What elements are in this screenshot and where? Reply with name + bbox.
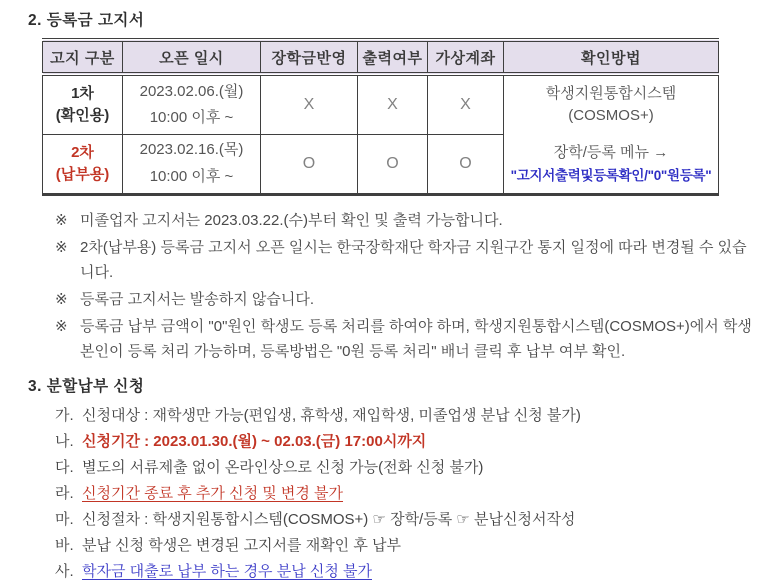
header-virtual-account: 가상계좌 (428, 40, 504, 74)
cell-scholarship-second: O (261, 134, 358, 194)
cell-confirm-method (504, 74, 719, 194)
item-text-online: 별도의 서류제출 없이 온라인상으로 신청 가능(전화 신청 불가) (82, 458, 484, 476)
category-line: (확인용) (55, 106, 110, 124)
header-notice-category: 고지 구분 (43, 40, 123, 74)
item-label: 나. (55, 432, 74, 450)
open-date-line: 2023.02.06.(월) (139, 82, 244, 100)
header-open-datetime: 오픈 일시 (123, 40, 261, 74)
list-item-ga (55, 403, 755, 428)
note-text: 미졸업자 고지서는 2023.03.22.(수)부터 확인 및 출력 가능합니다. (80, 211, 503, 229)
item-text-loan-restriction: 학자금 대출로 납부 하는 경우 분납 신청 불가 (82, 562, 372, 580)
header-confirm-method: 확인방법 (504, 40, 719, 74)
open-time-line: 10:00 이후 ~ (149, 167, 234, 185)
method-system-line: (COSMOS+) (568, 106, 654, 124)
note-marker: ※ (55, 238, 68, 256)
method-menu-path: "고지서출력및등록확인/"0"원등록" (510, 168, 712, 184)
method-gap (506, 126, 716, 142)
installment-items-list (55, 403, 755, 584)
open-time-line: 10:00 이후 ~ (149, 108, 234, 126)
cell-open-datetime-second (123, 134, 261, 194)
note-item (55, 287, 755, 312)
section-installment-application (28, 374, 747, 584)
cell-open-datetime-first (123, 74, 261, 134)
item-label: 바. (55, 536, 74, 554)
category-line: 1차 (71, 85, 94, 102)
item-label: 다. (55, 458, 74, 476)
note-text: 등록금 고지서는 발송하지 않습니다. (80, 290, 315, 308)
item-label: 사. (55, 562, 74, 580)
list-item-ra (55, 481, 755, 506)
note-item (55, 235, 755, 285)
note-text: 2차(납부용) 등록금 고지서 오픈 일시는 한국장학재단 학자금 지원구간 통지 일정에 따라 변경될 수 있습니다. (80, 238, 747, 281)
item-text-no-change: 신청기간 종료 후 추가 신청 및 변경 불가 (82, 484, 344, 502)
item-label: 가. (55, 406, 74, 424)
cell-scholarship-first: X (261, 74, 358, 134)
method-menu-line: 장학/등록 메뉴 → (553, 144, 669, 162)
cell-category-second (43, 134, 123, 194)
cell-printable-first: X (358, 74, 428, 134)
note-item (55, 208, 755, 233)
table-row-first-notice (43, 74, 719, 134)
list-item-sa (55, 559, 755, 584)
item-label: 마. (55, 510, 74, 528)
open-date-line: 2023.02.16.(목) (139, 141, 244, 159)
item-text-period: 신청기간 : 2023.01.30.(월) ~ 02.03.(금) 17:00시까지 (82, 432, 427, 450)
table-header-row (43, 40, 719, 74)
header-printable: 출력여부 (358, 40, 428, 74)
section3-title: 3. 분할납부 신청 (28, 377, 145, 395)
note-item (55, 314, 755, 364)
category-line: (납부용) (55, 165, 110, 183)
note-marker: ※ (55, 211, 68, 229)
list-item-da (55, 455, 755, 480)
section-tuition-notice (28, 8, 752, 364)
method-system-line: 학생지원통합시스템 (545, 84, 677, 102)
cell-printable-second: O (358, 134, 428, 194)
tuition-notice-table (42, 38, 719, 196)
note-marker: ※ (55, 290, 68, 308)
list-item-ba (55, 533, 755, 558)
item-text-procedure: 신청절차 : 학생지원통합시스템(COSMOS+) ☞ 장학/등록 ☞ 분납신청서작성 (82, 510, 576, 528)
cell-category-first (43, 74, 123, 134)
list-item-ma (55, 507, 755, 532)
note-marker: ※ (55, 317, 68, 335)
item-text-target: 신청대상 : 재학생만 가능(편입생, 휴학생, 재입학생, 미졸업생 분납 신청 불가) (82, 406, 581, 424)
cell-virtual-account-second: O (428, 134, 504, 194)
notes-list (55, 208, 755, 364)
note-text: 등록금 납부 금액이 "0"원인 학생도 등록 처리를 하여야 하며, 학생지원통합시스템(COSMOS+)에서 학생 본인이 등록 처리 가능하며, 등록방법은 "0원 등록 처리" 배너 클릭 후 납부 여부 확인. (80, 317, 752, 360)
item-text-recheck: 분납 신청 학생은 변경된 고지서를 재확인 후 납부 (82, 536, 401, 554)
item-label: 라. (55, 484, 74, 502)
header-scholarship-applied: 장학금반영 (261, 40, 358, 74)
section2-title: 2. 등록금 고지서 (28, 12, 145, 29)
list-item-na (55, 429, 755, 454)
cell-virtual-account-first: X (428, 74, 504, 134)
category-line: 2차 (71, 143, 94, 161)
